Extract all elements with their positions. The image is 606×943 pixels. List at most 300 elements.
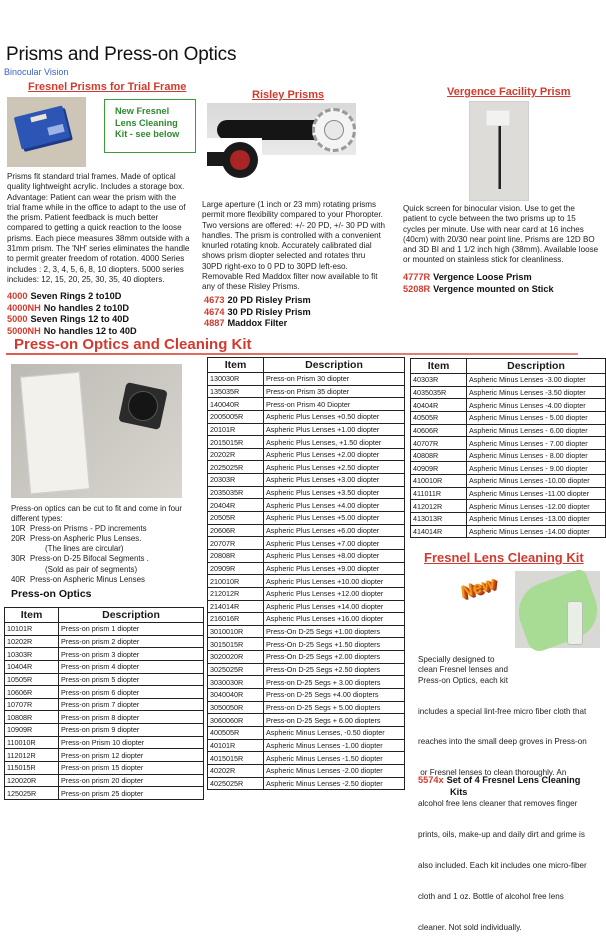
text-line: prisms. Each piece measures 38mm outside with a: [7, 233, 190, 243]
column-header-description: Description: [467, 359, 606, 374]
risley-prisms-heading: Risley Prisms: [252, 89, 325, 101]
item-code: 10404R: [5, 660, 59, 673]
item-description: Aspheric Plus Lenses +2.00 diopter: [264, 448, 405, 461]
product-name: 20 PD Risley Prism: [227, 295, 311, 305]
item-code: 40303R: [411, 374, 467, 387]
item-description: Aspheric Minus Lenses -3.00 diopter: [467, 374, 606, 387]
table-row: [411, 399, 606, 412]
item-description: Aspheric Plus Lenses +8.00 diopter: [264, 549, 405, 562]
item-description: Aspheric Minus Lenses -13.00 diopter: [467, 513, 606, 526]
text-line: alcohol free lens cleaner that removes finger: [418, 799, 578, 809]
product-line[interactable]: [204, 307, 311, 319]
table-row: [411, 487, 606, 500]
text-line: Press-on Optics, each kit: [418, 675, 508, 685]
item-description: Press-on prism 12 diopter: [59, 749, 204, 762]
item-description: Aspheric Minus Lenses -14.00 diopter: [467, 525, 606, 538]
type-code: 40R: [11, 574, 26, 584]
product-name: Vergence mounted on Stick: [433, 283, 554, 294]
item-code: 20909R: [208, 562, 264, 575]
item-description: Press-on D-25 Segs + 3.00 diopters: [264, 676, 405, 689]
fresnel-prism-box-photo: [7, 97, 86, 167]
text-line: reaches into the small deep groves in Press-on: [418, 737, 587, 747]
item-description: Press-On D-25 Segs +2.50 diopters: [264, 663, 405, 676]
table-row: [411, 525, 606, 538]
maddox-filter-photo: [207, 138, 262, 180]
table-row: [411, 424, 606, 437]
text-line: Two versions are offered: +/- 20 PD, +/- 30 PD with: [202, 220, 385, 230]
item-description: Press-on prism 20 diopter: [59, 774, 204, 787]
item-description: Aspheric Plus Lenses +16.00 diopter: [264, 613, 405, 626]
text-line: or Fresnel lenses to clean thoroughly. An: [418, 768, 567, 778]
item-code: 4025025R: [208, 777, 264, 790]
new-cleaning-kit-callout[interactable]: [104, 99, 196, 153]
item-code: 140040R: [208, 398, 264, 411]
type-item: [11, 534, 201, 544]
item-description: Aspheric Minus Lenses - 6.00 diopter: [467, 424, 606, 437]
product-name: Vergence Loose Prism: [433, 272, 532, 282]
item-description: Aspheric Plus Lenses +3.00 diopter: [264, 474, 405, 487]
item-code: 20202R: [208, 448, 264, 461]
item-code: 125025R: [5, 787, 59, 800]
item-code: 3015015R: [208, 638, 264, 651]
callout-line: New Fresnel: [115, 106, 170, 116]
item-code: 3050050R: [208, 701, 264, 714]
item-description: Press-on prism 9 diopter: [59, 724, 204, 737]
product-line[interactable]: [204, 318, 311, 330]
table-row: [208, 499, 405, 512]
item-description: Press-on D-25 Segs + 5.00 diopters: [264, 701, 405, 714]
text-line: patient to cycle between the two prisms up to 15: [403, 214, 576, 224]
item-description: Aspheric Minus Lenses - 5.00 diopter: [467, 411, 606, 424]
item-code: 20808R: [208, 549, 264, 562]
item-description: Press-on Prism 35 diopter: [264, 385, 405, 398]
item-code: 4035035R: [411, 386, 467, 399]
item-description: Aspheric Plus Lenses +14.00 diopter: [264, 600, 405, 613]
product-line[interactable]: [403, 272, 554, 284]
item-code: 3010010R: [208, 625, 264, 638]
type-code: 30R: [11, 554, 26, 564]
item-code: 10202R: [5, 635, 59, 648]
table-row: [411, 462, 606, 475]
text-line: Prisms fit standard trial frames. Made of optical: [7, 172, 176, 181]
item-code: 411011R: [411, 487, 467, 500]
column-header-item: Item: [411, 359, 467, 374]
item-code: 3025025R: [208, 663, 264, 676]
product-name: No handles 12 to 40D: [43, 325, 137, 336]
text-line: includes: 12, 15, 20, 25, 30, 35, 40 diopters.: [7, 274, 165, 284]
instruction-sheet: [20, 372, 90, 495]
item-code: 212012R: [208, 587, 264, 600]
product-line[interactable]: [204, 295, 311, 307]
item-description: Press-on Prism 30 diopter: [264, 373, 405, 386]
item-code: 40808R: [411, 449, 467, 462]
type-text: Press-on Aspheric Minus Lenses: [30, 574, 145, 584]
fresnel-prisms-heading: Fresnel Prisms for Trial Frame: [28, 81, 187, 93]
text-line: or mounted on stainless stick for cleanliness.: [403, 255, 564, 265]
product-name: No handles 2 to10D: [43, 302, 129, 313]
cleaning-kit-product[interactable]: [418, 775, 580, 798]
table-row: [208, 625, 405, 638]
text-line: cycles per minute. Use with near card at 16 inches: [403, 224, 584, 234]
item-code: 40707R: [411, 437, 467, 450]
item-description: Press-on prism 25 diopter: [59, 787, 204, 800]
vergence-prism-photo: [469, 101, 529, 201]
item-code: 20606R: [208, 524, 264, 537]
table-row: [208, 676, 405, 689]
item-code: 3040040R: [208, 689, 264, 702]
text-line: quality lightweight acrylic. Includes a storage box.: [7, 182, 185, 192]
product-name-continued: Kits: [450, 786, 468, 797]
item-description: Press-On D-25 Segs +1.50 diopters: [264, 638, 405, 651]
text-line: knurled rotating knob. Accurately calibrated dial: [202, 241, 372, 251]
text-line: permit more flexibility compared to your Phoropter.: [202, 210, 383, 220]
vergence-prism-description: [403, 204, 600, 266]
table-row: [5, 711, 204, 724]
cleaning-kit-photo: [515, 571, 600, 648]
table-row: [5, 673, 204, 686]
item-description: Aspheric Minus Lenses -1.00 diopter: [264, 739, 405, 752]
item-code: 216016R: [208, 613, 264, 626]
item-code: 3030030R: [208, 676, 264, 689]
item-code: 400505R: [208, 726, 264, 739]
item-description: Aspheric Plus Lenses +4.00 diopter: [264, 499, 405, 512]
callout-line: Lens Cleaning: [115, 117, 178, 128]
microfiber-cloth: [510, 568, 605, 655]
item-description: Aspheric Minus Lenses, -0.50 diopter: [264, 726, 405, 739]
item-code: 115015R: [5, 762, 59, 775]
item-description: Press-on Prism 10 diopter: [59, 736, 204, 749]
section-divider: [6, 353, 578, 355]
item-code: 413013R: [411, 513, 467, 526]
item-description: Aspheric Plus Lenses +6.00 diopter: [264, 524, 405, 537]
item-code: 10505R: [5, 673, 59, 686]
item-description: Press-on prism 7 diopter: [59, 698, 204, 711]
page-title: Prisms and Press-on Optics: [6, 44, 237, 65]
product-code: 4674: [204, 306, 225, 317]
text-line: different types:: [11, 514, 63, 524]
column-header-description: Description: [264, 358, 405, 373]
cleaner-bottle: [567, 601, 583, 645]
item-code: 10303R: [5, 648, 59, 661]
table-row: [208, 600, 405, 613]
item-code: 10101R: [5, 623, 59, 636]
table-row: [208, 398, 405, 411]
table-row: [411, 475, 606, 488]
product-code: 4887: [204, 318, 225, 329]
table-row: [208, 385, 405, 398]
cleaning-kit-description: [418, 686, 600, 943]
item-code: 20404R: [208, 499, 264, 512]
item-description: Aspheric Plus Lenses +5.00 diopter: [264, 512, 405, 525]
product-code: 5208R: [403, 283, 431, 294]
table-row: [5, 698, 204, 711]
item-code: 135035R: [208, 385, 264, 398]
table-row: [208, 739, 405, 752]
product-line[interactable]: [403, 284, 554, 296]
lens-case: [118, 382, 167, 430]
table-row: [208, 689, 405, 702]
table-row: [208, 373, 405, 386]
press-on-optics-subheading: Press-on Optics: [11, 588, 92, 600]
text-line: 31mm prism. The 'NH' series eliminates the handle: [7, 244, 190, 254]
item-code: 214014R: [208, 600, 264, 613]
table-row: [208, 752, 405, 765]
table-row: [411, 437, 606, 450]
table-row: [5, 724, 204, 737]
item-code: 10707R: [5, 698, 59, 711]
table-row: [208, 714, 405, 727]
table-row: [5, 762, 204, 775]
item-code: 210010R: [208, 575, 264, 588]
item-description: Press-On D-25 Segs +1.00 diopters: [264, 625, 405, 638]
type-item: [11, 575, 201, 585]
item-description: Aspheric Plus Lenses +9.00 diopter: [264, 562, 405, 575]
item-description: Press-on Prism 40 Diopter: [264, 398, 405, 411]
table-row: [5, 648, 204, 661]
table-row: [208, 701, 405, 714]
item-code: 130030R: [208, 373, 264, 386]
item-description: Aspheric Minus Lenses -12.00 diopter: [467, 500, 606, 513]
item-code: 10808R: [5, 711, 59, 724]
item-description: Aspheric Plus Lenses +12.00 diopter: [264, 587, 405, 600]
press-on-types: [11, 504, 201, 585]
item-description: Press-on D-25 Segs +4.00 diopters: [264, 689, 405, 702]
column-header-description: Description: [59, 608, 204, 623]
product-code: 4777R: [403, 272, 431, 282]
item-description: Aspheric Plus Lenses +3.50 diopter: [264, 486, 405, 499]
text-line: the prism. Patient feedback is much better: [7, 213, 159, 223]
item-code: 3020020R: [208, 651, 264, 664]
type-note: (The lines are circular): [45, 544, 124, 554]
item-description: Aspheric Plus Lenses +7.00 diopter: [264, 537, 405, 550]
text-line: prints, oils, make-up and daily dirt and grime is: [418, 830, 585, 840]
table-row: [208, 410, 405, 423]
cleaning-kit-description-narrow: [418, 655, 518, 686]
product-code: 5000NH: [7, 325, 41, 336]
product-line[interactable]: [7, 291, 137, 303]
text-line: handles. The prism is controlled with a convenient: [202, 230, 381, 240]
product-name: Seven Rings 12 to 40D: [30, 314, 129, 325]
text-line: Press-on optics can be cut to fit and come in four: [11, 504, 183, 513]
item-description: Aspheric Plus Lenses +2.50 diopter: [264, 461, 405, 474]
table-row: [208, 423, 405, 436]
item-code: 20505R: [208, 512, 264, 525]
table-row: [208, 726, 405, 739]
table-row: [208, 537, 405, 550]
item-description: Press-on prism 4 diopter: [59, 660, 204, 673]
product-name: 30 PD Risley Prism: [227, 306, 311, 317]
item-description: Press-on prism 15 diopter: [59, 762, 204, 775]
item-description: Aspheric Minus Lenses - 8.00 diopter: [467, 449, 606, 462]
product-line[interactable]: [7, 314, 137, 326]
table-row: [208, 461, 405, 474]
item-description: Aspheric Minus Lenses -11.00 diopter: [467, 487, 606, 500]
text-line: 30PD right-exo to 0 PD to 30PD left-eso.: [202, 261, 348, 271]
column-header-item: Item: [5, 608, 59, 623]
table-row: [411, 411, 606, 424]
item-description: Press-on D-25 Segs + 6.00 diopters: [264, 714, 405, 727]
item-code: 10909R: [5, 724, 59, 737]
text-line: cloth and 1 oz. Bottle of alcohol free lens: [418, 891, 564, 901]
item-description: Aspheric Minus Lenses -10.00 diopter: [467, 475, 606, 488]
text-line: shows prism diopter selected and rotates thru: [202, 251, 366, 261]
item-code: 40909R: [411, 462, 467, 475]
text-line: (40cm) with 20/30 near point line. Prisms are 12D BO: [403, 234, 595, 244]
cleaning-kit-heading: Fresnel Lens Cleaning Kit: [424, 550, 584, 565]
item-code: 40101R: [208, 739, 264, 752]
item-description: Press-On D-25 Segs +2.00 diopters: [264, 651, 405, 664]
table-row: [208, 512, 405, 525]
type-code: 10R: [11, 524, 26, 534]
table-row: [5, 660, 204, 673]
item-description: Press-on prism 3 diopter: [59, 648, 204, 661]
table-row: [5, 635, 204, 648]
item-code: 412012R: [411, 500, 467, 513]
item-description: Aspheric Minus Lenses -4.00 diopter: [467, 399, 606, 412]
text-line: clean Fresnel lenses and: [418, 665, 508, 675]
text-line: cleaner. Not sold individually.: [418, 922, 522, 932]
type-code: 20R: [11, 534, 26, 544]
vergence-prism-products: [403, 272, 554, 295]
text-line: includes a special lint-free micro fiber cloth that: [418, 706, 587, 716]
table-row: [208, 562, 405, 575]
press-on-table-3: [410, 358, 606, 538]
text-line: trial frame while in the office to adapt to the use of: [7, 202, 186, 212]
page-subtitle[interactable]: Binocular Vision: [4, 67, 69, 77]
table-row: [208, 777, 405, 790]
prism-box-shape: [14, 105, 70, 149]
text-line: Removable Red Maddox filter now available to fit: [202, 272, 378, 282]
text-line: Advantage: Patient can wear the prism with the: [7, 192, 177, 202]
press-on-optics-heading: Press-on Optics and Cleaning Kit: [14, 336, 252, 353]
type-note: (Sold as pair of segments): [45, 564, 138, 574]
table-row: [208, 448, 405, 461]
product-code: 4000NH: [7, 302, 41, 313]
risley-prisms-products: [204, 295, 311, 330]
item-description: Aspheric Minus Lenses -2.00 diopter: [264, 764, 405, 777]
item-code: 110010R: [5, 736, 59, 749]
table-row: [208, 524, 405, 537]
item-code: 20303R: [208, 474, 264, 487]
item-code: 2025025R: [208, 461, 264, 474]
table-row: [5, 623, 204, 636]
press-on-optics-photo: [11, 364, 182, 498]
table-row: [5, 749, 204, 762]
item-description: Aspheric Minus Lenses -1.50 diopter: [264, 752, 405, 765]
item-description: Press-on prism 6 diopter: [59, 686, 204, 699]
product-code: 5574x: [418, 775, 444, 785]
item-code: 3060060R: [208, 714, 264, 727]
product-code: 5000: [7, 314, 28, 325]
item-code: 40606R: [411, 424, 467, 437]
item-description: Aspheric Plus Lenses +10.00 diopter: [264, 575, 405, 588]
table-row: [5, 787, 204, 800]
item-code: 40505R: [411, 411, 467, 424]
text-line: Quick screen for binocular vision. Use to get the: [403, 204, 575, 213]
table-row: [5, 736, 204, 749]
item-code: 2005005R: [208, 410, 264, 423]
type-text: Press-on Aspheric Plus Lenses.: [30, 534, 142, 544]
text-line: Specially designed to: [418, 655, 495, 664]
column-header-item: Item: [208, 358, 264, 373]
table-row: [208, 587, 405, 600]
item-description: Aspheric Minus Lenses -2.50 diopter: [264, 777, 405, 790]
new-badge: New: [457, 573, 497, 602]
risley-prisms-description: [202, 200, 402, 293]
item-code: 112012R: [5, 749, 59, 762]
item-code: 414014R: [411, 525, 467, 538]
item-code: 40404R: [411, 399, 467, 412]
table-row: [208, 575, 405, 588]
type-text: Press-on Prisms - PD increments: [30, 524, 147, 534]
callout-line: Kit - see below: [115, 129, 180, 139]
press-on-table-1: [4, 607, 204, 800]
table-row: [5, 686, 204, 699]
item-code: 2035035R: [208, 486, 264, 499]
product-line[interactable]: [7, 303, 137, 315]
item-code: 120020R: [5, 774, 59, 787]
table-row: [208, 549, 405, 562]
table-row: [411, 449, 606, 462]
item-description: Aspheric Minus Lenses - 7.00 diopter: [467, 437, 606, 450]
text-line: to permit greater freedom of rotation. 4000 Series: [7, 254, 185, 264]
type-item: [11, 554, 201, 564]
product-code: 4673: [204, 295, 225, 305]
vergence-prism-heading: Vergence Facility Prism: [447, 86, 571, 98]
text-line: and 3D BI and 1 1/2 inch high (38mm). Available loose: [403, 245, 599, 255]
item-description: Press-on prism 2 diopter: [59, 635, 204, 648]
text-line: Large aperture (1 inch or 23 mm) rotating prisms: [202, 200, 377, 209]
item-code: 20101R: [208, 423, 264, 436]
item-code: 410010R: [411, 475, 467, 488]
table-row: [208, 663, 405, 676]
table-row: [5, 774, 204, 787]
fresnel-prisms-description: [7, 172, 207, 285]
table-row: [411, 386, 606, 399]
item-description: Aspheric Minus Lenses - 9.00 diopter: [467, 462, 606, 475]
table-row: [411, 374, 606, 387]
product-name: Seven Rings 2 to10D: [30, 291, 122, 301]
table-row: [411, 500, 606, 513]
table-row: [208, 474, 405, 487]
table-row: [411, 513, 606, 526]
product-code: 4000: [7, 291, 28, 301]
table-row: [208, 486, 405, 499]
item-description: Press-on prism 5 diopter: [59, 673, 204, 686]
item-description: Press-on prism 1 diopter: [59, 623, 204, 636]
item-description: Press-on prism 8 diopter: [59, 711, 204, 724]
item-code: 40202R: [208, 764, 264, 777]
item-description: Aspheric Plus Lenses +1.00 diopter: [264, 423, 405, 436]
type-item: [11, 524, 201, 534]
table-row: [208, 764, 405, 777]
product-name: Set of 4 Fresnel Lens Cleaning: [446, 775, 581, 785]
item-code: 20707R: [208, 537, 264, 550]
product-name: Maddox Filter: [227, 318, 288, 329]
item-description: Aspheric Plus Lenses, +1.50 diopter: [264, 436, 405, 449]
table-row: [208, 638, 405, 651]
table-row: [208, 613, 405, 626]
fresnel-prisms-products: [7, 291, 137, 337]
item-code: 4015015R: [208, 752, 264, 765]
text-line: also included. Each kit includes one micro-fiber: [418, 861, 587, 871]
item-code: 2015015R: [208, 436, 264, 449]
text-line: compared to getting a quick reaction to the loose: [7, 223, 182, 233]
table-row: [208, 651, 405, 664]
text-line: any of these Risley Prisms.: [202, 282, 300, 292]
type-text: Press-on D-25 Bifocal Segments .: [30, 554, 149, 564]
table-row: [208, 436, 405, 449]
